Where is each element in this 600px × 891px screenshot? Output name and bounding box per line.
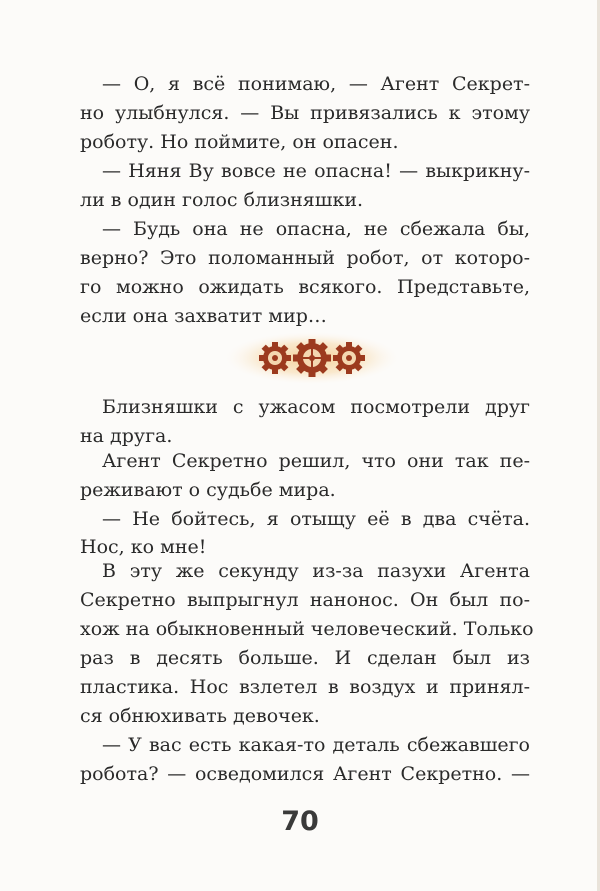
- text-line: Нос, ко мне!: [80, 536, 207, 558]
- text-line: го можно ожидать всякого. Представьте,: [80, 276, 530, 298]
- text-line: реживают о судьбе мира.: [80, 479, 336, 501]
- text-line: — Няня Ву вовсе не опасна! — выкрикну-: [102, 160, 530, 182]
- text-line: ли в один голос близняшки.: [80, 189, 364, 211]
- text-line: — Не бойтесь, я отыщу её в два счёта.: [102, 508, 530, 530]
- text-line: — У вас есть какая-то деталь сбежавшего: [102, 734, 530, 756]
- text-line: — О, я всё понимаю, — Агент Секрет-: [102, 73, 530, 95]
- text-line: пластика. Нос взлетел в воздух и принял-: [80, 676, 530, 698]
- text-line: роботу. Но поймите, он опасен.: [80, 131, 399, 153]
- text-line: Агент Секретно решил, что они так пе-: [102, 450, 530, 472]
- text-line: раз в десять больше. И сделан был из: [80, 647, 530, 669]
- text-line: хож на обыкновенный человеческий. Только: [80, 618, 534, 640]
- text-line: если она захватит мир…: [80, 305, 327, 327]
- text-line: — Будь она не опасна, не сбежала бы,: [102, 218, 530, 240]
- text-line: В эту же секунду из-за пазухи Агента: [102, 560, 530, 582]
- text-line: Близняшки с ужасом посмотрели друг: [102, 396, 530, 418]
- text-line: ся обнюхивать девочек.: [80, 705, 320, 727]
- three-gears-ornament-icon: [225, 330, 400, 386]
- text-line: верно? Это поломанный робот, от которо-: [80, 247, 530, 269]
- page-number: 70: [281, 806, 319, 837]
- text-line: на друга.: [80, 425, 173, 447]
- text-line: Секретно выпрыгнул нанонос. Он был по-: [80, 589, 530, 611]
- text-line: робота? — осведомился Агент Секретно. —: [80, 763, 530, 785]
- text-line: но улыбнулся. — Вы привязались к этому: [80, 102, 530, 124]
